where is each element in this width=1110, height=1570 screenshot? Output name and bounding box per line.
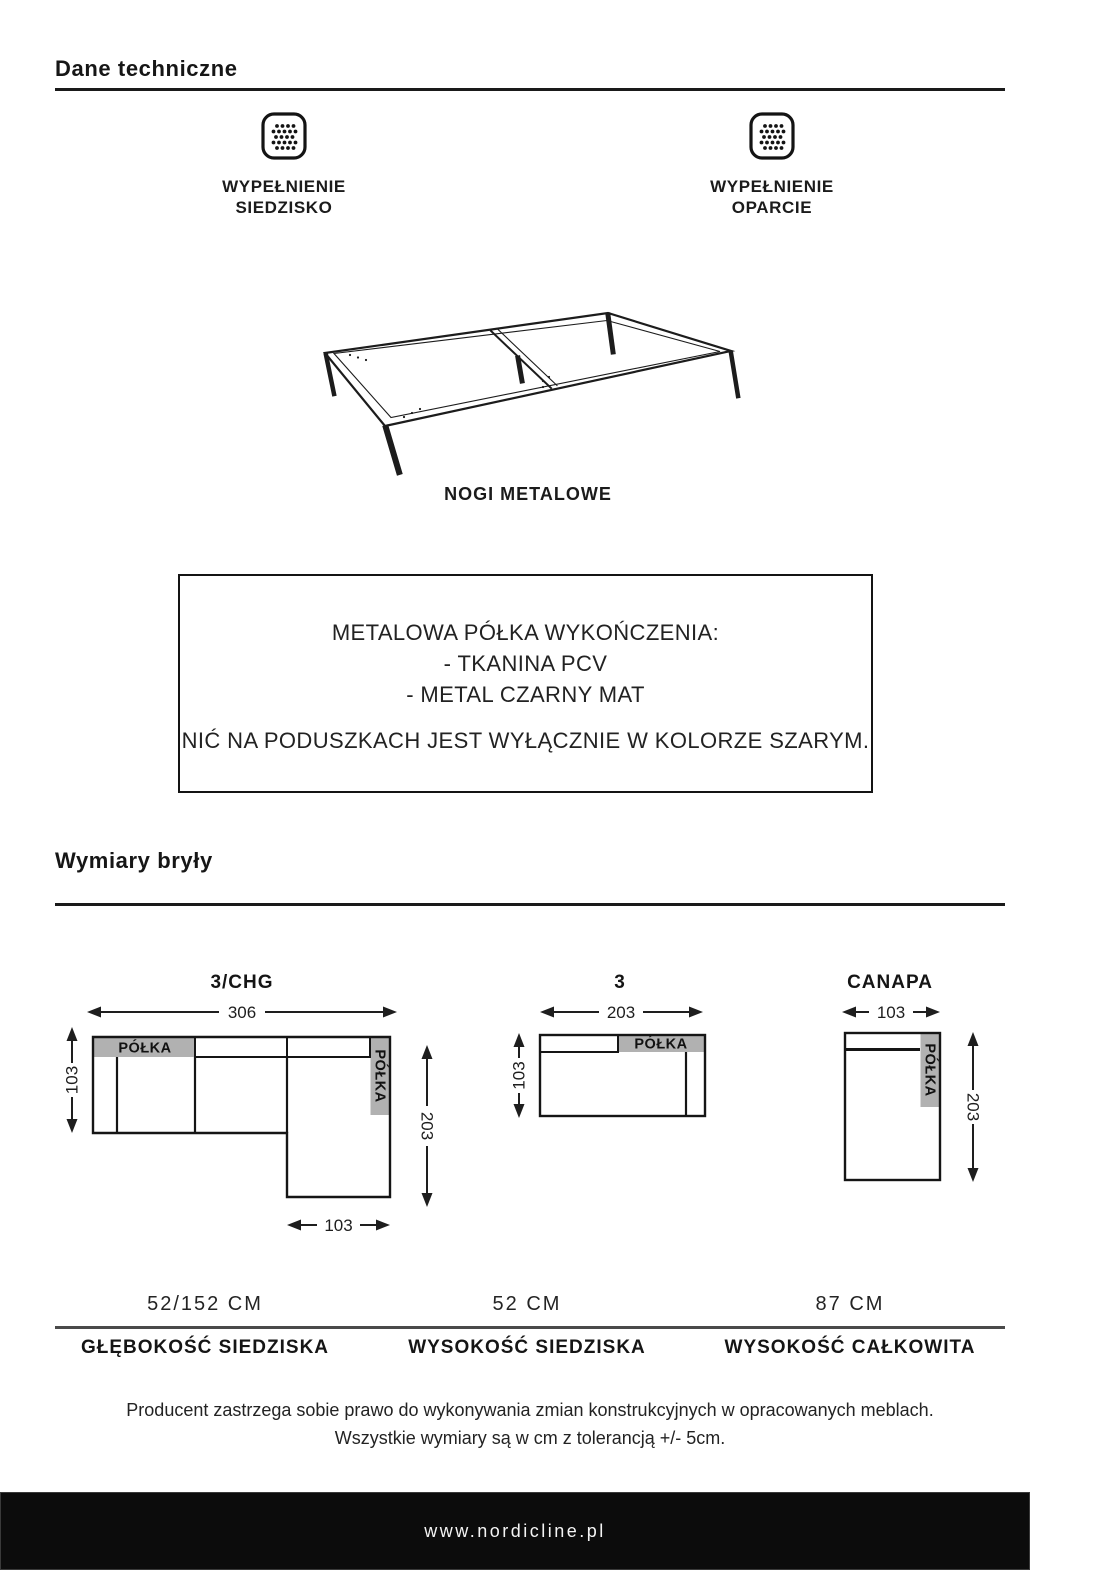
dim-3-depth: 103 xyxy=(509,1061,529,1090)
stat-total-height xyxy=(690,1293,1010,1316)
disclaimer-line1: Producent zastrzega sobie prawo do wykonywania zmian konstrukcyjnych w opracowanych meblach. xyxy=(126,1400,934,1420)
dim-3chg-depth: 103 xyxy=(62,1065,82,1095)
shelf-label-canapa: PÓŁKA xyxy=(921,1043,938,1097)
frame-caption: NOGI METALOWE xyxy=(444,484,612,504)
seat-filling-label xyxy=(174,176,394,218)
backrest-filling-label-line2: OPARCIE xyxy=(731,198,813,217)
diagram-canapa-title: CANAPA xyxy=(847,972,933,993)
divider-rule-dimensions xyxy=(55,903,1005,906)
diagram-3-title: 3 xyxy=(614,972,626,993)
backrest-filling-icon xyxy=(749,112,795,160)
diagram-3 xyxy=(480,958,730,1168)
shelf-label-3: PÓŁKA xyxy=(634,1036,688,1053)
finish-info-box xyxy=(178,574,873,793)
stat-seat-height-value: 52 CM xyxy=(492,1293,562,1315)
seat-filling-label-line1: WYPEŁNIENIE xyxy=(222,177,346,196)
diagram-canapa xyxy=(790,958,1035,1203)
info-line-1: METALOWA PÓŁKA WYKOŃCZENIA: xyxy=(331,620,720,645)
section-title-technical: Dane techniczne xyxy=(55,56,238,81)
diagram-3chg-title: 3/CHG xyxy=(210,972,274,993)
stat-seat-height-caption xyxy=(367,1337,687,1359)
info-line-3: - METAL CZARNY MAT xyxy=(406,682,645,707)
disclaimer-line2: Wszystkie wymiary są w cm z tolerancją +/- 5cm. xyxy=(334,1428,726,1448)
footer-website-url: www.nordicline.pl xyxy=(424,1520,606,1541)
stats-divider-rule xyxy=(55,1326,1005,1329)
backrest-filling-label-line1: WYPEŁNIENIE xyxy=(710,177,834,196)
shelf-label-3chg-right: PÓŁKA xyxy=(371,1049,388,1103)
stat-total-height-label: WYSOKOŚĆ CAŁKOWITA xyxy=(724,1337,976,1358)
stat-seat-height xyxy=(367,1293,687,1316)
dim-canapa-height: 203 xyxy=(963,1092,983,1122)
diagram-3chg xyxy=(55,958,445,1243)
seat-filling-icon xyxy=(261,112,307,160)
info-line-4: NIĆ NA PODUSZKACH JEST WYŁĄCZNIE W KOLORZE SZARYM. xyxy=(181,728,870,753)
section-title-dimensions: Wymiary bryły xyxy=(55,848,213,873)
seat-filling-label-line2: SIEDZISKO xyxy=(235,198,333,217)
stat-seat-height-label: WYSOKOŚĆ SIEDZISKA xyxy=(408,1337,646,1358)
dim-3-width: 203 xyxy=(606,1003,636,1022)
shelf-label-3chg-top: PÓŁKA xyxy=(118,1040,172,1057)
divider-rule-top xyxy=(55,88,1005,91)
dim-canapa-width: 103 xyxy=(876,1003,906,1022)
backrest-filling-label xyxy=(662,176,882,218)
stat-seat-depth-label: GŁĘBOKOŚĆ SIEDZISKA xyxy=(80,1337,330,1358)
stat-seat-depth-value: 52/152 CM xyxy=(147,1293,263,1315)
stat-seat-depth-caption xyxy=(45,1337,365,1359)
footer-bar xyxy=(0,1492,1030,1570)
info-line-2: - TKANINA PCV xyxy=(443,651,608,676)
dim-3chg-chaise-depth: 203 xyxy=(417,1111,437,1141)
disclaimer xyxy=(55,1396,1005,1452)
dim-3chg-chaise-width: 103 xyxy=(324,1216,353,1235)
metal-frame-illustration xyxy=(300,295,760,480)
dim-3chg-width: 306 xyxy=(227,1003,257,1022)
stat-seat-depth xyxy=(45,1293,365,1316)
stat-total-height-caption xyxy=(690,1337,1010,1359)
stat-total-height-value: 87 CM xyxy=(815,1293,885,1315)
